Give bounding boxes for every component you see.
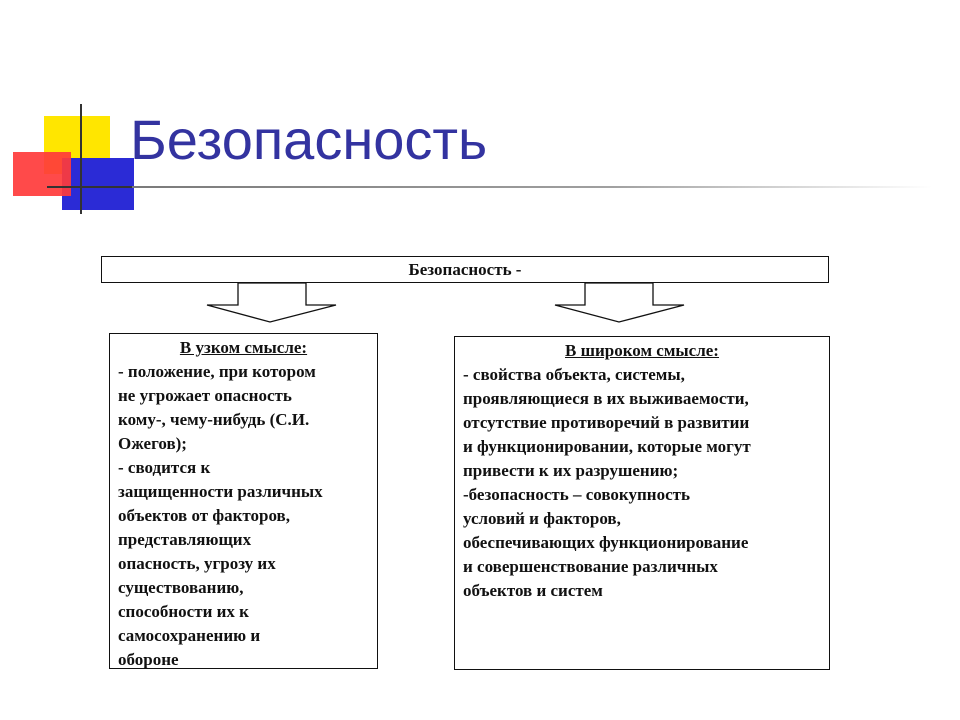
broad-sense-line: привести к их разрушению; <box>463 461 679 480</box>
broad-sense-line: отсутствие противоречий в развитии <box>463 413 750 432</box>
logo-red-square <box>13 152 71 196</box>
narrow-sense-line: - сводится к <box>118 458 211 477</box>
broad-sense-line: - свойства объекта, системы, <box>463 365 685 384</box>
narrow-sense-line: - положение, при котором <box>118 362 316 381</box>
narrow-sense-line: самосохранению и <box>118 626 261 645</box>
narrow-sense-line: не угрожает опасность <box>118 386 292 405</box>
broad-sense-line: объектов и систем <box>463 581 603 600</box>
narrow-sense-line: опасность, угрозу их <box>118 554 276 573</box>
logo-blue-square <box>62 158 134 210</box>
narrow-sense-line: объектов от факторов, <box>118 506 290 525</box>
title-underline-rule <box>132 186 932 188</box>
broad-sense-line: обеспечивающих функционирование <box>463 533 749 552</box>
broad-sense-line: и функционировании, которые могут <box>463 437 751 456</box>
narrow-sense-line: способности их к <box>118 602 249 621</box>
narrow-sense-line: существованию, <box>118 578 244 597</box>
broad-sense-line: и совершенствование различных <box>463 557 718 576</box>
broad-sense-heading: В широком смысле: <box>565 341 719 360</box>
broad-sense-box <box>454 336 830 670</box>
narrow-sense-line: кому-, чему-нибудь (С.И. <box>118 410 310 429</box>
arrow-down-right <box>555 283 684 322</box>
logo-vertical-line <box>80 104 82 214</box>
diagram-top-box: Безопасность - <box>101 256 829 283</box>
narrow-sense-line: Ожегов); <box>118 434 187 453</box>
slide-logo-decoration <box>0 0 140 230</box>
narrow-sense-line: обороне <box>118 650 179 669</box>
narrow-sense-line: защищенности различных <box>118 482 323 501</box>
slide-title: Безопасность <box>130 108 488 171</box>
arrow-down-left <box>207 283 336 322</box>
narrow-sense-heading: В узком смысле: <box>179 338 308 357</box>
broad-sense-line: условий и факторов, <box>463 509 621 528</box>
broad-sense-line: -безопасность – совокупность <box>463 485 690 504</box>
narrow-sense-box <box>109 333 378 669</box>
narrow-sense-line: представляющих <box>118 530 252 549</box>
broad-sense-line: проявляющиеся в их выживаемости, <box>463 389 749 408</box>
logo-horizontal-line <box>47 186 137 188</box>
